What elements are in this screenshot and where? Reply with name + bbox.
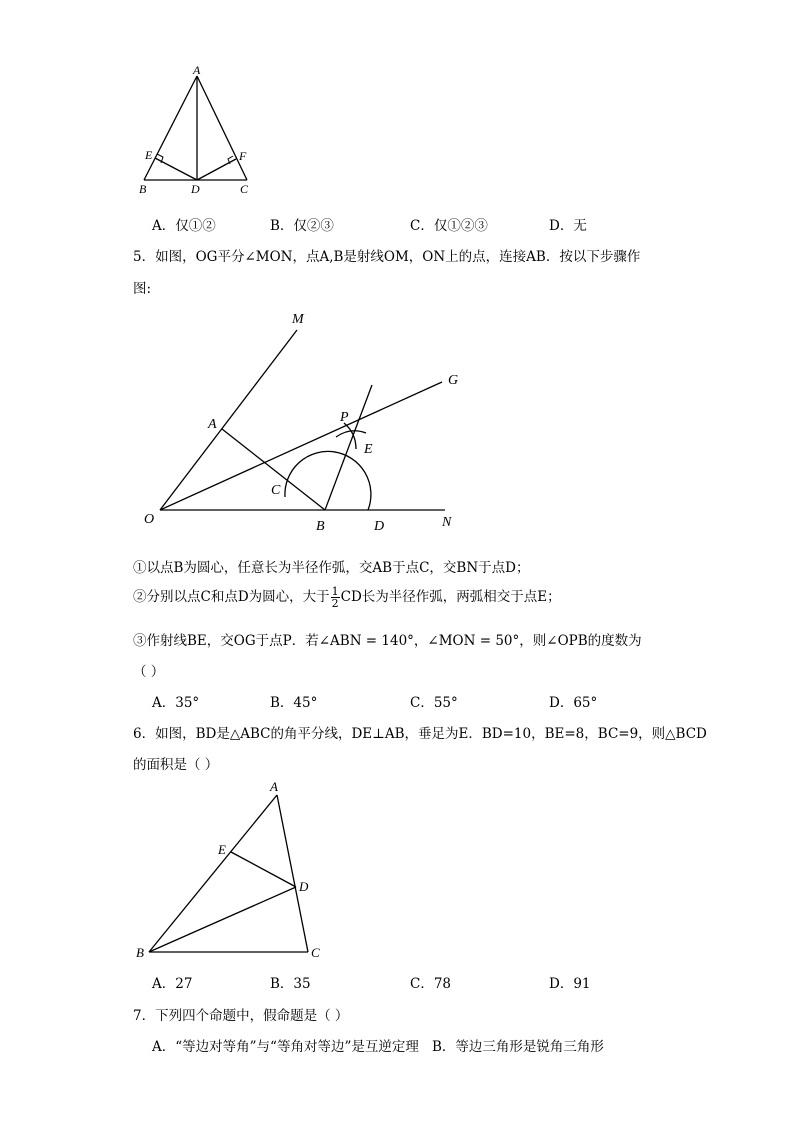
fig3-label-c: C [311,945,320,960]
q5-step1: ①以点B为圆心，任意长为半径作弧，交AB于点C，交BN于点D； [133,560,530,576]
figure-2-angle-construction [140,305,480,535]
fig1-label-e: E [145,148,153,162]
q4-option-d: D．无 [549,218,587,234]
fraction-one-half [331,586,340,609]
fig3-side-ac [277,795,308,952]
fraction-denominator: 2 [331,597,339,610]
fig3-segment-de [231,852,296,887]
q6-stem-line1: 6．如图，BD是△ABC的角平分线，DE⊥AB，垂足为E．BD=10，BE=8，BC=9，则△BCD [133,726,707,742]
fig3-label-b: B [136,945,144,960]
q5-option-a: A．35° [152,695,200,711]
fig1-segment-df [197,159,236,180]
figure-3-triangle [130,775,330,965]
q5-stem-line2: 图: [133,281,152,297]
fig2-label-a: A [208,417,217,432]
fig1-side-ac [197,76,247,180]
fig2-label-d: D [374,519,385,534]
fig1-label-f: F [239,149,247,163]
fig2-label-o: O [144,512,155,527]
q7-stem: 7．下列四个命题中，假命题是（ ） [133,1008,349,1024]
fig1-side-ab [144,76,197,180]
fraction-numerator: 1 [331,585,339,598]
q6-option-c: C．78 [410,976,452,992]
fig3-side-ab [149,795,277,952]
q5-option-c: C．55° [410,695,458,711]
fig2-label-e: E [364,442,373,457]
q5-option-d: D．65° [549,695,598,711]
fig2-label-b: B [316,519,325,534]
fig1-label-a: A [193,63,201,77]
q5-step3: ③作射线BE，交OG于点P．若∠ABN = 140°，∠MON = 50°，则∠OPB的度数为 [133,633,642,649]
q6-option-b: B．35 [270,976,311,992]
fig3-label-e: E [218,842,226,857]
fig1-label-d: D [191,182,200,196]
fig3-label-a: A [270,779,278,794]
q6-option-a: A．27 [152,976,193,992]
fig1-label-c: C [240,182,249,196]
q7-option-a: A．“等边对等角”与“等角对等边”是互逆定理 [152,1039,419,1055]
q7-option-b: B．等边三角形是锐角三角形 [432,1039,604,1055]
q4-option-c: C．仅①②③ [410,218,488,234]
q4-option-a: A．仅①② [152,218,216,234]
q5-step2-text-b: CD长为半径作弧，两弧相交于点E； [340,589,561,605]
q5-step2-text-a: ②分别以点C和点D为圆心，大于 [133,589,330,605]
q5-stem-line1: 5．如图，OG平分∠MON，点A,B是射线OM，ON上的点，连接AB．按以下步骤作 [133,249,641,265]
figure-1-triangle [130,60,270,200]
fig2-label-c: C [271,483,281,498]
fig2-label-m: M [292,312,304,327]
fig2-label-n: N [442,515,452,530]
fig2-label-g: G [448,373,459,388]
fig1-label-b: B [139,182,147,196]
q4-option-b: B．仅②③ [270,218,334,234]
fig3-segment-bd [149,887,296,952]
q6-option-d: D．91 [549,976,591,992]
q6-stem-line2: 的面积是（ ） [133,757,219,773]
q5-step2 [133,585,561,609]
fig3-label-d: D [299,879,309,894]
q5-option-b: B．45° [270,695,318,711]
fig2-label-p: P [340,410,349,425]
q5-answer-paren: （ ） [133,664,165,680]
